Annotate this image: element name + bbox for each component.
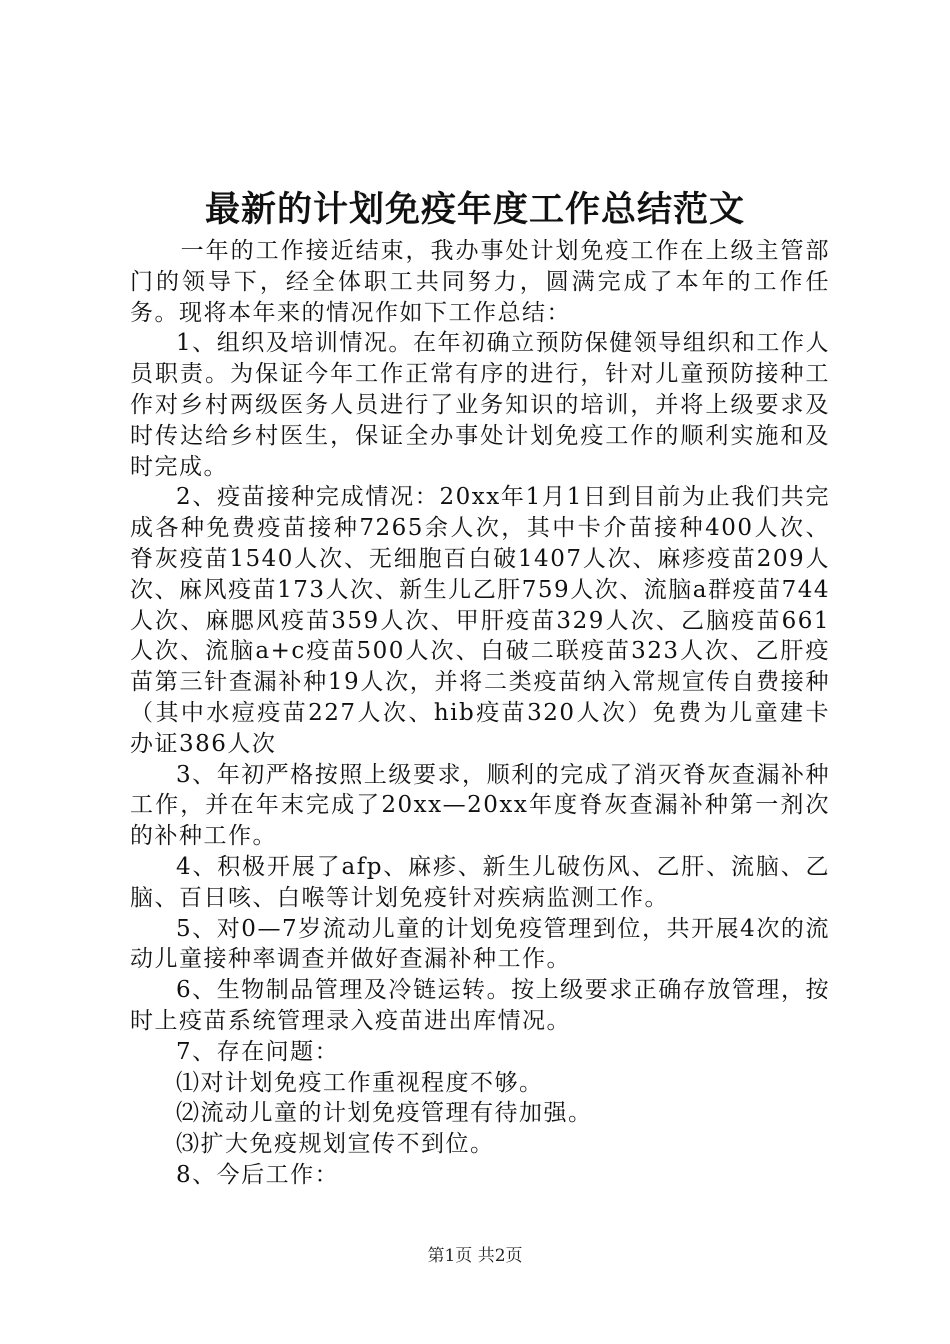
paragraph-issue-3: ⑶扩大免疫规划宣传不到位。 <box>176 1131 495 1158</box>
paragraph-item-8: 8、今后工作： <box>176 1161 340 1188</box>
paragraph-item-5: 5、对0—7岁流动儿童的计划免疫管理到位，共开展4次的流动儿童接种率调查并做好查漏补种工作。 <box>130 915 830 973</box>
paragraph-intro: 一年的工作接近结束，我办事处计划免疫工作在上级主管部门的领导下，经全体职工共同努力，圆满完成了本年的工作任务。现将本年来的情况作如下工作总结： <box>130 238 830 326</box>
document-title: 最新的计划免疫年度工作总结范文 <box>204 189 745 230</box>
document-body <box>130 236 830 1191</box>
page-number-footer: 第1页 共2页 <box>427 1246 523 1266</box>
paragraph-issue-1: ⑴对计划免疫工作重视程度不够。 <box>176 1069 544 1096</box>
paragraph-item-6: 6、生物制品管理及冷链运转。按上级要求正确存放管理，按时上疫苗系统管理录入疫苗进出库情况。 <box>130 977 830 1034</box>
paragraph-item-7: 7、存在问题： <box>176 1038 340 1065</box>
paragraph-item-2: 2、疫苗接种完成情况：20xx年1月1日到目前为止我们共完成各种免费疫苗接种7265余人次，其中卡介苗接种400人次、脊灰疫苗1540人次、无细胞百白破1407人次、麻疹疫苗209人次、麻风疫苗173人次、新生儿乙肝759人次、流脑a群疫苗744人次、麻腮风疫苗359人次、甲肝疫苗329人次、乙脑疫苗661人次、流脑a+c疫苗500人次、白破二联疫苗323人次、乙肝疫苗第三针查漏补种19人次，并将二类疫苗纳入常规宣传自费接种（其中水痘疫苗227人次、hib疫苗320人次）免费为儿童建卡办证386人次 <box>130 484 830 757</box>
paragraph-item-4: 4、积极开展了afp、麻疹、新生儿破伤风、乙肝、流脑、乙脑、百日咳、白喉等计划免疫针对疾病监测工作。 <box>130 853 830 911</box>
paragraph-item-3: 3、年初严格按照上级要求，顺利的完成了消灭脊灰查漏补种工作，并在年末完成了20xx—20xx年度脊灰查漏补种第一剂次的补种工作。 <box>130 761 830 850</box>
paragraph-item-1: 1、组织及培训情况。在年初确立预防保健领导组织和工作人员职责。为保证今年工作正常有序的进行，针对儿童预防接种工作对乡村两级医务人员进行了业务知识的培训，并将上级要求及时传达给乡村医生，保证全办事处计划免疫工作的顺利实施和及时完成。 <box>130 330 830 480</box>
paragraph-issue-2: ⑵流动儿童的计划免疫管理有待加强。 <box>176 1100 593 1127</box>
